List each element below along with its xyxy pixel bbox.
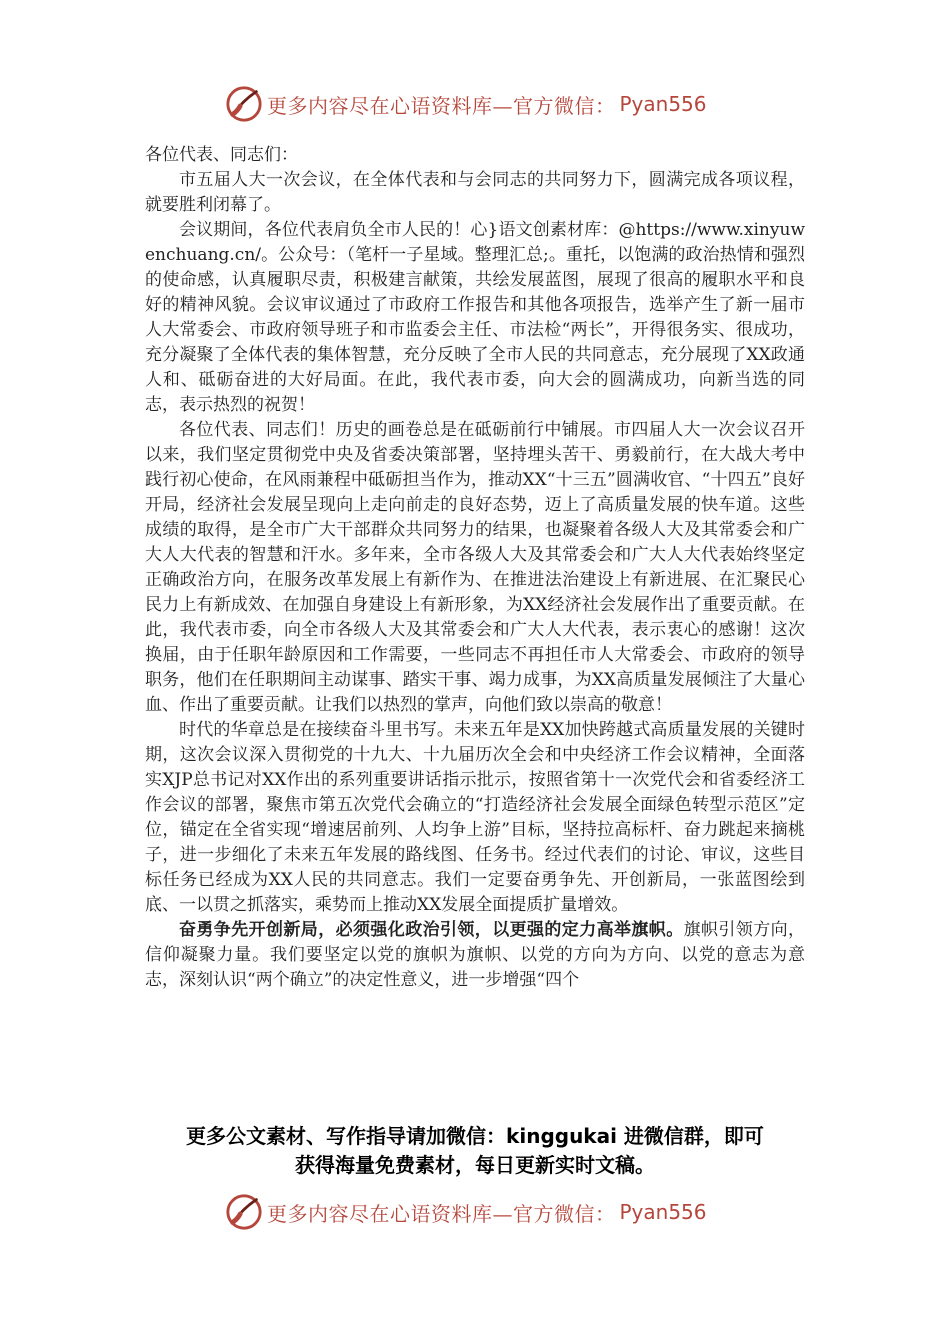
- document-body: [145, 143, 805, 993]
- footer-watermark-banner: [225, 1192, 725, 1232]
- paragraph-1: 市五届人大一次会议，在全体代表和与会同志的共同努力下，圆满完成各项议程，就要胜利闭幕了。: [145, 170, 805, 215]
- paragraph-3: 各位代表、同志们！历史的画卷总是在砥砺前行中铺展。市四届人大一次会议召开以来，我们坚定贯彻党中央及省委决策部署，坚持埋头苦干、勇毅前行，在大战大考中践行初心使命，在风雨兼程中砥砺担当作为，推动XX“十三五”圆满收官、“十四五”良好开局，经济社会发展呈现向上走向前走的良好态势，迈上了高质量发展的快车道。这些成绩的取得，是全市广大干部群众共同努力的结果，也凝聚着各级人大及其常委会和广大人大代表的智慧和汗水。多年来，全市各级人大及其常委会和广大人大代表始终坚定正确政治方向，在服务改革发展上有新作为、在推进法治建设上有新进展、在汇聚民心民力上有新成效、在加强自身建设上有新形象，为XX经济社会发展作出了重要贡献。在此，我代表市委，向全市各级人大及其常委会和广大人大代表，表示衷心的感谢！这次换届，由于任职年龄原因和工作需要，一些同志不再担任市人大常委会、市政府的领导职务，他们在任职期间主动谋事、踏实干事、竭力成事，为XX高质量发展倾注了大量心血、作出了重要贡献。让我们以热烈的掌声，向他们致以崇高的敬意！: [145, 420, 805, 715]
- paragraph-4: 时代的华章总是在接续奋斗里书写。未来五年是XX加快跨越式高质量发展的关键时期，这次会议深入贯彻党的十九大、十九届历次全会和中央经济工作会议精神，全面落实XJP总书记对XX作出的系列重要讲话指示批示，按照省第十一次党代会和省委经济工作会议的部署，聚焦市第五次党代会确立的“打造经济社会发展全面绿色转型示范区”定位，锚定在全省实现“增速居前列、人均争上游”目标，坚持拉高标杆、奋力跳起来摘桃子，进一步细化了未来五年发展的路线图、任务书。经过代表们的讨论、审议，这些目标任务已经成为XX人民的共同意志。我们一定要奋勇争先、开创新局，一张蓝图绘到底、一以贯之抓落实，乘势而上推动XX发展全面提质扩量增效。: [145, 720, 805, 915]
- banner-text: 更多内容尽在心语资料库—官方微信：: [267, 93, 616, 118]
- call-to-action: [120, 1122, 830, 1180]
- greeting: 各位代表、同志们：: [145, 145, 298, 165]
- paragraph-5-heading: 奋勇争先开创新局，必须强化政治引领，以更强的定力高举旗帜。: [179, 920, 684, 940]
- paragraph-5-text: 旗帜引领方向，信仰凝聚力量。我们要坚定以党的旗帜为旗帜、以党的方向为方向、以党的意志为意志，深刻认识“两个确立”的决定性意义，进一步增强“四个: [145, 920, 806, 990]
- brush-logo-icon: [225, 85, 263, 123]
- paragraph-2: 会议期间，各位代表肩负全市人民的！心}语文创素材库：@https://www.xinyuwenchuang.cn/。公众号：（笔杆一子星域。整理汇总;。重托，以饱满的政治热情和强烈的使命感，认真履职尽责，积极建言献策，共绘发展蓝图，展现了很高的履职水平和良好的精神风貌。会议审议通过了市政府工作报告和其他各项报告，选举产生了新一届市人大常委会、市政府领导班子和市监委会主任、市法检“两长”，开得很务实、很成功，充分凝聚了全体代表的集体智慧，充分反映了全市人民的共同意志，充分展现了XX政通人和、砥砺奋进的大好局面。在此，我代表市委，向大会的圆满成功，向新当选的同志，表示热烈的祝贺！: [145, 220, 805, 415]
- header-watermark-banner: [225, 84, 725, 124]
- banner-wechat-id: Pyan556: [619, 92, 707, 116]
- cta-line-1: 更多公文素材、写作指导请加微信：kinggukai 进微信群，即可: [186, 1124, 764, 1148]
- banner-text: 更多内容尽在心语资料库—官方微信：: [267, 1201, 616, 1226]
- paragraph-5: [145, 918, 805, 993]
- banner-wechat-id: Pyan556: [619, 1200, 707, 1224]
- cta-line-2: 获得海量免费素材，每日更新实时文稿。: [295, 1153, 655, 1177]
- brush-logo-icon: [225, 1193, 263, 1231]
